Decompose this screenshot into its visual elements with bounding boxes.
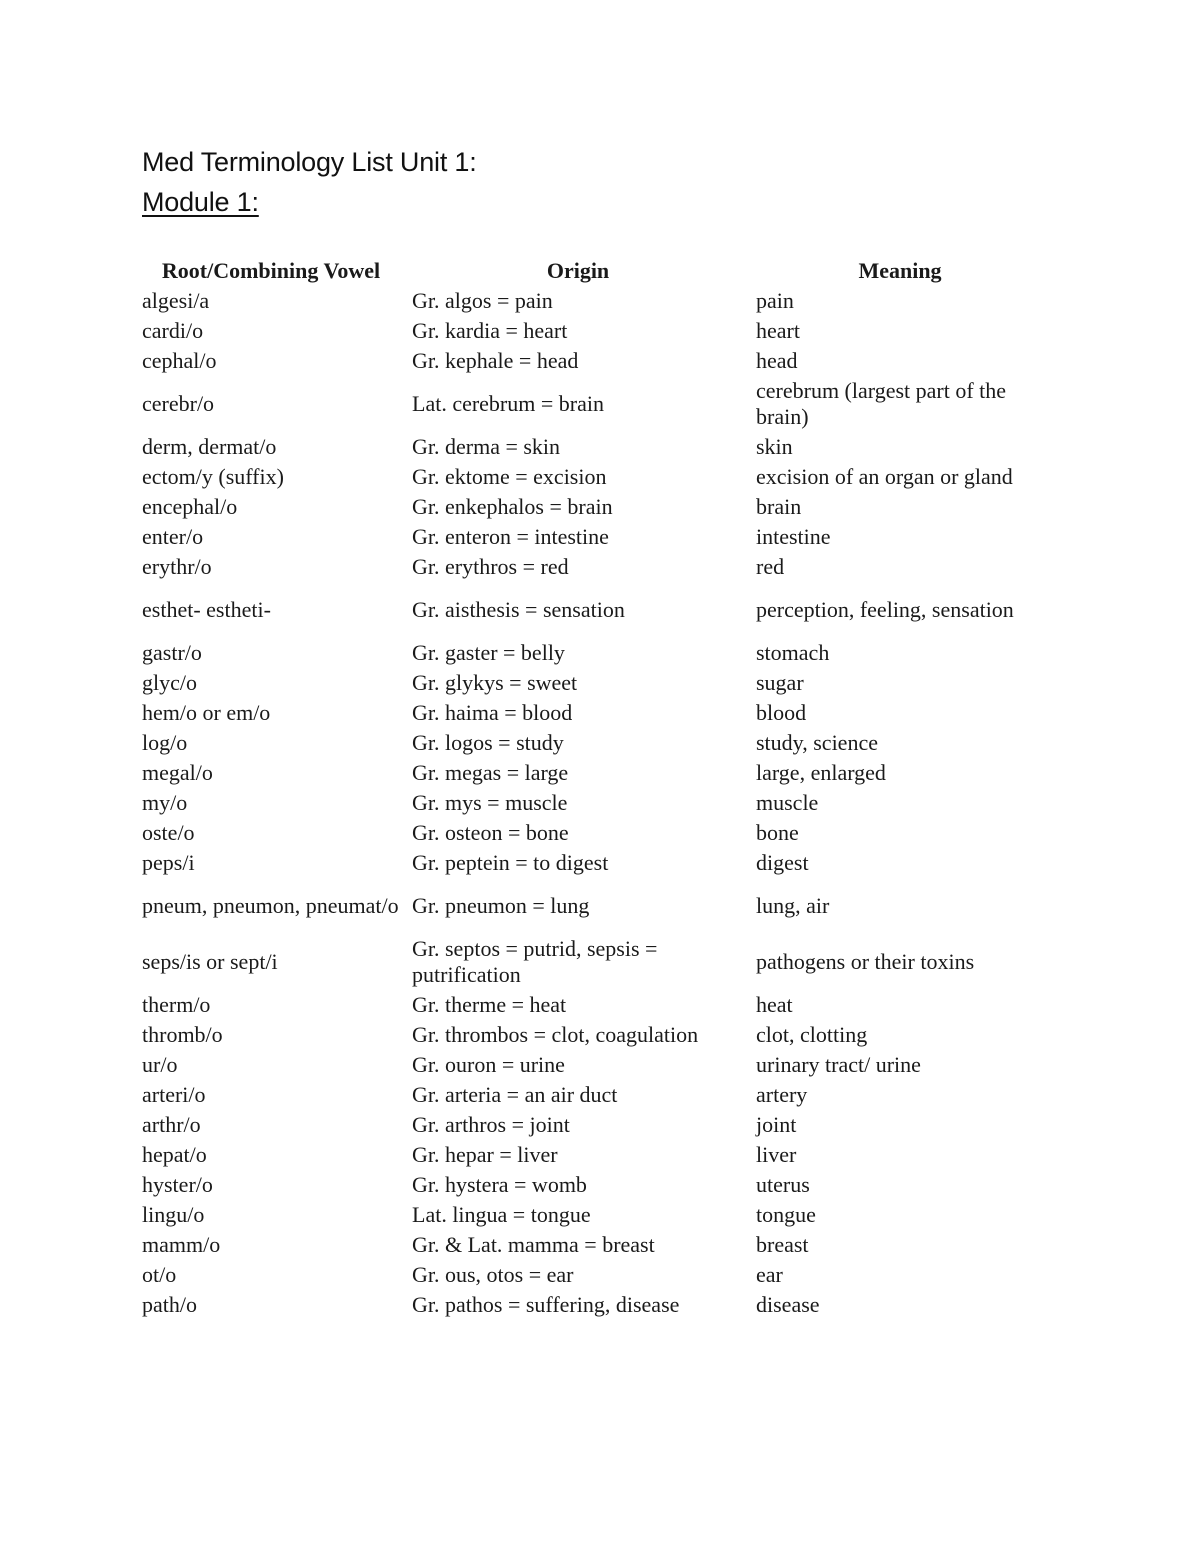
cell-meaning: disease	[756, 1292, 820, 1317]
document-title: Med Terminology List Unit 1:	[142, 147, 477, 177]
cell-root: cerebr/o	[142, 391, 215, 416]
header-origin: Origin	[546, 258, 610, 283]
cell-root: hepat/o	[142, 1142, 207, 1167]
table-row	[136, 638, 1050, 668]
cell-root: ectom/y (suffix)	[142, 464, 284, 489]
cell-origin: Gr. ouron = urine	[412, 1052, 565, 1077]
cell-origin: Gr. derma = skin	[412, 434, 561, 459]
cell-root: oste/o	[142, 820, 195, 845]
table-row	[136, 1260, 1050, 1290]
cell-root: pneum, pneumon, pneumat/o	[142, 893, 399, 918]
cell-origin: Gr. ous, otos = ear	[412, 1262, 574, 1287]
table-row	[136, 848, 1050, 878]
cell-origin: Gr. ektome = excision	[412, 464, 607, 489]
cell-root: hyster/o	[142, 1172, 213, 1197]
cell-meaning: red	[756, 554, 785, 579]
cell-meaning: heat	[756, 992, 793, 1017]
cell-meaning: head	[756, 348, 798, 373]
cell-root: erythr/o	[142, 554, 212, 579]
cell-origin: Gr. logos = study	[412, 730, 564, 755]
cell-meaning: artery	[756, 1082, 808, 1107]
table-row	[136, 758, 1050, 788]
table-body	[136, 286, 1050, 1320]
table-row	[136, 376, 1050, 432]
table-row	[136, 346, 1050, 376]
cell-root: encephal/o	[142, 494, 238, 519]
table-row	[136, 668, 1050, 698]
cell-origin: Gr. peptein = to digest	[412, 850, 609, 875]
cell-root: therm/o	[142, 992, 211, 1017]
table-row	[136, 1080, 1050, 1110]
header-meaning: Meaning	[858, 258, 942, 283]
cell-meaning: pathogens or their toxins	[756, 949, 975, 974]
cell-meaning: pain	[756, 288, 794, 313]
cell-root: cardi/o	[142, 318, 204, 343]
cell-origin: Gr. mys = muscle	[412, 790, 568, 815]
cell-root: gastr/o	[142, 640, 202, 665]
cell-root: mamm/o	[142, 1232, 221, 1257]
cell-origin: Gr. osteon = bone	[412, 820, 569, 845]
table-row	[136, 728, 1050, 758]
cell-meaning: bone	[756, 820, 799, 845]
table-row	[136, 432, 1050, 462]
table-row	[136, 492, 1050, 522]
cell-meaning: breast	[756, 1232, 809, 1257]
cell-meaning: joint	[756, 1112, 797, 1137]
cell-root: lingu/o	[142, 1202, 205, 1227]
cell-root: arteri/o	[142, 1082, 206, 1107]
table-row	[136, 582, 1050, 638]
cell-root: ur/o	[142, 1052, 178, 1077]
cell-meaning: clot, clotting	[756, 1022, 868, 1047]
table-row	[136, 878, 1050, 934]
cell-origin: Gr. enkephalos = brain	[412, 494, 613, 519]
cell-meaning: study, science	[756, 730, 878, 755]
cell-origin: Gr. aisthesis = sensation	[412, 597, 625, 622]
cell-origin: Gr. kephale = head	[412, 348, 579, 373]
cell-root: log/o	[142, 730, 188, 755]
cell-root: esthet- estheti-	[142, 597, 271, 622]
table-row	[136, 1290, 1050, 1320]
cell-origin: Gr. septos = putrid, sepsis = putrification	[412, 936, 658, 987]
cell-root: path/o	[142, 1292, 197, 1317]
cell-meaning: large, enlarged	[756, 760, 886, 785]
cell-origin: Gr. haima = blood	[412, 700, 573, 725]
cell-origin: Gr. arteria = an air duct	[412, 1082, 618, 1107]
cell-meaning: excision of an organ or gland	[756, 464, 1013, 489]
table-row	[136, 1200, 1050, 1230]
table-row	[136, 1230, 1050, 1260]
cell-meaning: liver	[756, 1142, 797, 1167]
cell-meaning: cerebrum (largest part of the brain)	[756, 378, 1007, 429]
table-row	[136, 522, 1050, 552]
cell-origin: Gr. megas = large	[412, 760, 569, 785]
cell-meaning: brain	[756, 494, 802, 519]
cell-meaning: tongue	[756, 1202, 816, 1227]
table-row	[136, 1110, 1050, 1140]
cell-origin: Gr. enteron = intestine	[412, 524, 609, 549]
cell-meaning: muscle	[756, 790, 819, 815]
cell-root: thromb/o	[142, 1022, 223, 1047]
cell-meaning: sugar	[756, 670, 804, 695]
cell-origin: Gr. pathos = suffering, disease	[412, 1292, 680, 1317]
cell-origin: Gr. kardia = heart	[412, 318, 568, 343]
table-row	[136, 552, 1050, 582]
cell-root: seps/is or sept/i	[142, 949, 278, 974]
table-row	[136, 1050, 1050, 1080]
header-root: Root/Combining Vowel	[161, 258, 381, 283]
cell-root: cephal/o	[142, 348, 217, 373]
cell-meaning: lung, air	[756, 893, 830, 918]
cell-meaning: heart	[756, 318, 800, 343]
cell-root: arthr/o	[142, 1112, 201, 1137]
cell-meaning: stomach	[756, 640, 830, 665]
cell-root: my/o	[142, 790, 188, 815]
table-header	[136, 256, 1050, 286]
cell-root: enter/o	[142, 524, 204, 549]
module-heading: Module 1:	[142, 187, 259, 217]
table-row	[136, 990, 1050, 1020]
table-row	[136, 1140, 1050, 1170]
cell-meaning: digest	[756, 850, 809, 875]
cell-root: peps/i	[142, 850, 195, 875]
cell-origin: Gr. algos = pain	[412, 288, 553, 313]
cell-meaning: blood	[756, 700, 807, 725]
cell-root: algesi/a	[142, 288, 210, 313]
table-row	[136, 818, 1050, 848]
cell-origin: Gr. gaster = belly	[412, 640, 565, 665]
cell-meaning: intestine	[756, 524, 831, 549]
cell-origin: Lat. lingua = tongue	[412, 1202, 591, 1227]
cell-meaning: perception, feeling, sensation	[756, 597, 1014, 622]
cell-origin: Gr. pneumon = lung	[412, 893, 590, 918]
cell-root: glyc/o	[142, 670, 197, 695]
table-row	[136, 788, 1050, 818]
cell-root: ot/o	[142, 1262, 177, 1287]
cell-meaning: urinary tract/ urine	[756, 1052, 921, 1077]
cell-origin: Gr. hepar = liver	[412, 1142, 558, 1167]
cell-meaning: ear	[756, 1262, 783, 1287]
table-row	[136, 286, 1050, 316]
table-row	[136, 698, 1050, 728]
table-row	[136, 1170, 1050, 1200]
table-row	[136, 462, 1050, 492]
cell-origin: Gr. & Lat. mamma = breast	[412, 1232, 655, 1257]
cell-root: derm, dermat/o	[142, 434, 277, 459]
cell-origin: Gr. arthros = joint	[412, 1112, 570, 1137]
cell-root: megal/o	[142, 760, 213, 785]
cell-origin: Lat. cerebrum = brain	[412, 391, 604, 416]
table-row	[136, 1020, 1050, 1050]
cell-origin: Gr. hystera = womb	[412, 1172, 587, 1197]
table-row	[136, 316, 1050, 346]
cell-meaning: skin	[756, 434, 793, 459]
terminology-table	[136, 256, 1050, 1320]
cell-origin: Gr. erythros = red	[412, 554, 569, 579]
cell-meaning: uterus	[756, 1172, 810, 1197]
cell-root: hem/o or em/o	[142, 700, 271, 725]
cell-origin: Gr. thrombos = clot, coagulation	[412, 1022, 699, 1047]
cell-origin: Gr. therme = heat	[412, 992, 567, 1017]
header-row	[136, 256, 1050, 286]
table-row	[136, 934, 1050, 990]
cell-origin: Gr. glykys = sweet	[412, 670, 578, 695]
